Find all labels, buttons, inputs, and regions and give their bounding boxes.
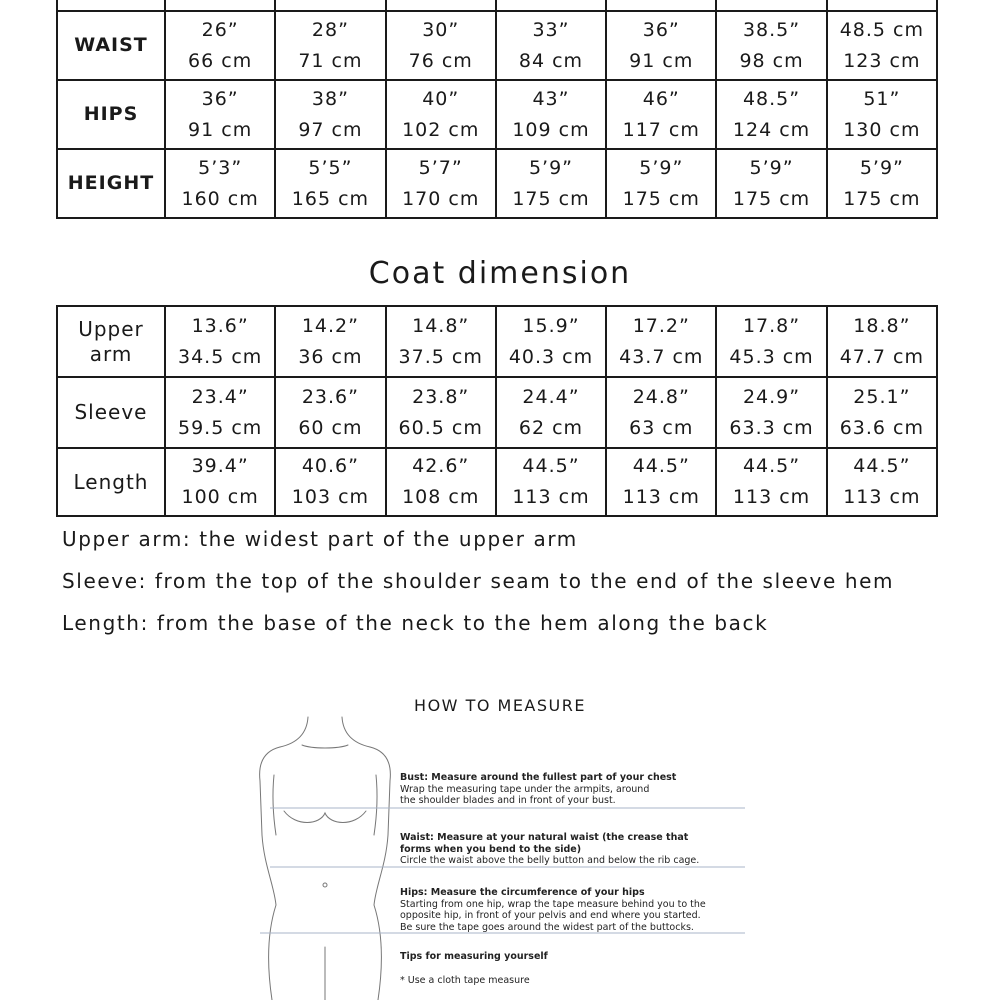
- body-outline-right: [370, 747, 390, 1000]
- inch-value: 14.8”: [412, 314, 470, 337]
- collarbone-line: [302, 745, 348, 748]
- neck-left-line: [280, 717, 308, 747]
- size-cell: [386, 80, 496, 149]
- inch-value: 24.9”: [742, 385, 801, 408]
- tips-heading: Tips for measuring yourself: [400, 951, 548, 962]
- size-cell: [827, 11, 937, 80]
- inch-value: 14.2”: [301, 314, 359, 337]
- feet-value: 5’5”: [308, 156, 353, 179]
- coat-cell: [386, 306, 496, 377]
- size-cell: [275, 80, 385, 149]
- inch-value: 28”: [311, 18, 349, 41]
- table-row-upper-arm: [57, 306, 937, 377]
- size-cell: [716, 80, 826, 149]
- coat-cell: [827, 448, 937, 516]
- inch-value: 30”: [422, 18, 460, 41]
- inch-value: 23.8”: [412, 385, 470, 408]
- inch-value: 44.5”: [522, 455, 580, 477]
- inch-value: 44.5”: [632, 455, 690, 477]
- inch-value: 44.5”: [853, 455, 911, 477]
- measurement-notes: [62, 526, 894, 652]
- feet-value: 5’9”: [639, 156, 684, 179]
- feet-value: 5’3”: [198, 156, 243, 179]
- waist-line: Circle the waist above the belly button and below the rib cage.: [400, 855, 700, 866]
- cm-value: 113 cm: [732, 486, 811, 508]
- size-cell: [165, 0, 275, 11]
- cm-value: 98 cm: [739, 49, 804, 72]
- table-row-hips: [57, 80, 937, 149]
- size-chart-table: [56, 0, 938, 219]
- hips-instructions: [400, 887, 745, 933]
- cm-value: 124 cm: [732, 118, 811, 141]
- coat-cell: [275, 306, 385, 377]
- note-upper-arm: Upper arm: the widest part of the upper arm: [62, 527, 578, 551]
- coat-dimension-heading: Coat dimension: [368, 256, 632, 291]
- cm-value: 63 cm: [629, 416, 694, 439]
- bust-curve: [284, 811, 366, 823]
- arm-inner-left: [273, 775, 276, 835]
- arm-inner-right: [374, 775, 377, 835]
- row-label-waist: WAIST: [57, 11, 165, 80]
- size-cell: [716, 11, 826, 80]
- row-label-upper-arm: Upper arm: [57, 306, 165, 377]
- feet-value: 5’9”: [749, 156, 794, 179]
- size-cell: [165, 80, 275, 149]
- waist-instructions: [400, 832, 745, 867]
- note-sleeve: Sleeve: from the top of the shoulder seam to the end of the sleeve hem: [62, 569, 895, 593]
- size-cell: [606, 0, 716, 11]
- coat-cell: [716, 448, 826, 516]
- size-cell: [827, 80, 937, 149]
- waist-heading: Waist: Measure at your natural waist (the crease that: [400, 832, 689, 843]
- size-cell: [386, 11, 496, 80]
- inch-value: 44.5”: [742, 455, 801, 477]
- inch-value: 42.6”: [412, 455, 470, 477]
- size-cell: [716, 149, 826, 218]
- row-label: [57, 0, 165, 11]
- row-label-hips: HIPS: [57, 80, 165, 149]
- coat-cell: [827, 306, 937, 377]
- cm-value: 100 cm: [181, 486, 259, 508]
- coat-cell: [496, 377, 606, 448]
- inch-value: 18.8”: [853, 314, 911, 337]
- cm-value: 43.7 cm: [619, 345, 704, 368]
- bust-instructions: [400, 772, 745, 807]
- cm-value: 37.5 cm: [398, 345, 483, 368]
- cm-value: 130 cm: [843, 118, 921, 141]
- cm-value: 36 cm: [298, 345, 363, 368]
- feet-value: 5’9”: [859, 156, 904, 179]
- row-label-height: HEIGHT: [57, 149, 165, 218]
- cm-value: 71 cm: [298, 49, 363, 72]
- cm-value: 63.3 cm: [729, 416, 814, 439]
- waist-heading: forms when you bend to the side): [400, 843, 582, 855]
- size-cell: [827, 0, 937, 11]
- cm-value: 59.5 cm: [177, 416, 263, 439]
- coat-cell: [496, 306, 606, 377]
- row-label-sleeve: Sleeve: [57, 377, 165, 448]
- cm-value: 113 cm: [843, 486, 921, 508]
- table-row-sleeve: [57, 377, 937, 448]
- inch-value: 13.6”: [191, 314, 249, 337]
- note-length: Length: from the base of the neck to the hem along the back: [62, 611, 769, 635]
- bust-heading: Bust: Measure around the fullest part of your chest: [400, 772, 677, 783]
- coat-cell: [606, 448, 716, 516]
- inch-value: 39.4”: [191, 455, 249, 477]
- cm-value: 175 cm: [843, 187, 921, 210]
- inch-value: 36”: [201, 87, 239, 110]
- cm-value: 175 cm: [732, 187, 811, 210]
- how-to-measure-heading: HOW TO MEASURE: [414, 696, 586, 715]
- cm-value: 66 cm: [188, 49, 253, 72]
- feet-value: 5’9”: [528, 156, 574, 179]
- inch-value: 51”: [863, 87, 901, 110]
- size-cell: [165, 11, 275, 80]
- inch-value: 36”: [642, 18, 680, 41]
- coat-dimension-table: [56, 305, 938, 517]
- row-label-length: Length: [57, 448, 165, 516]
- hips-line: Starting from one hip, wrap the tape measure behind you to the: [400, 898, 706, 910]
- body-outline-left: [260, 747, 280, 1000]
- feet-value: 5’7”: [418, 156, 463, 179]
- size-cell: [606, 11, 716, 80]
- size-cell: [606, 80, 716, 149]
- cm-value: 170 cm: [402, 187, 480, 210]
- inch-value: 17.2”: [632, 314, 690, 337]
- size-cell: [716, 0, 826, 11]
- coat-cell: [716, 306, 826, 377]
- cm-value: 91 cm: [629, 49, 694, 72]
- coat-cell: [827, 377, 937, 448]
- coat-cell: [606, 306, 716, 377]
- size-cell: [496, 11, 606, 80]
- table-row-length: [57, 448, 937, 516]
- inch-value: 24.4”: [522, 385, 580, 408]
- cm-value: 45.3 cm: [729, 345, 814, 368]
- coat-cell: [165, 306, 275, 377]
- size-cell: [606, 149, 716, 218]
- inch-value: 38”: [311, 87, 349, 110]
- cm-value: 34.5 cm: [177, 345, 263, 368]
- hips-line: opposite hip, in front of your pelvis and end where you started.: [400, 910, 701, 921]
- cm-value: 175 cm: [512, 187, 590, 210]
- inch-value: 23.6”: [301, 385, 359, 408]
- cm-value: 108 cm: [402, 486, 480, 508]
- size-cell: [386, 0, 496, 11]
- coat-cell: [496, 448, 606, 516]
- cm-value: 76 cm: [408, 49, 473, 72]
- cm-value: 97 cm: [298, 118, 363, 141]
- coat-cell: [386, 377, 496, 448]
- size-cell: [275, 0, 385, 11]
- inch-value: 40”: [422, 87, 460, 110]
- cm-value: 123 cm: [843, 49, 921, 72]
- inch-value: 25.1”: [853, 385, 911, 408]
- cm-value: 109 cm: [512, 118, 590, 141]
- coat-cell: [275, 448, 385, 516]
- bust-line: Wrap the measuring tape under the armpits, around: [400, 783, 650, 795]
- cm-value: 62 cm: [518, 416, 584, 439]
- coat-cell: [165, 448, 275, 516]
- inch-value: 40.6”: [301, 455, 359, 477]
- inch-value: 26”: [201, 18, 239, 41]
- inch-value: 48.5 cm: [839, 18, 924, 41]
- cm-value: 102 cm: [402, 118, 480, 141]
- coat-cell: [716, 377, 826, 448]
- cm-value: 60 cm: [298, 416, 363, 439]
- hips-heading: Hips: Measure the circumference of your hips: [400, 887, 645, 898]
- table-row: [57, 0, 937, 11]
- cm-value: 175 cm: [622, 187, 700, 210]
- coat-cell: [386, 448, 496, 516]
- table-row-waist: [57, 11, 937, 80]
- inch-value: 48.5”: [742, 87, 801, 110]
- measuring-tips: [400, 951, 745, 986]
- inch-value: 17.8”: [742, 314, 801, 337]
- bust-line: the shoulder blades and in front of your bust.: [400, 795, 616, 806]
- coat-cell: [275, 377, 385, 448]
- size-cell: [275, 149, 385, 218]
- cm-value: 113 cm: [512, 486, 590, 508]
- inch-value: 15.9”: [522, 314, 580, 337]
- navel-mark: [323, 883, 327, 887]
- cm-value: 47.7 cm: [839, 345, 924, 368]
- inch-value: 23.4”: [191, 385, 249, 408]
- cm-value: 84 cm: [518, 49, 584, 72]
- size-cell: [496, 80, 606, 149]
- size-cell: [386, 149, 496, 218]
- cm-value: 103 cm: [291, 486, 370, 508]
- inch-value: 46”: [642, 87, 680, 110]
- cm-value: 60.5 cm: [398, 416, 483, 439]
- hips-line: Be sure the tape goes around the widest part of the buttocks.: [400, 921, 694, 933]
- cm-value: 165 cm: [291, 187, 370, 210]
- size-cell: [165, 149, 275, 218]
- cm-value: 40.3 cm: [508, 345, 594, 368]
- size-cell: [496, 149, 606, 218]
- inch-value: 33”: [532, 18, 570, 41]
- cm-value: 91 cm: [188, 118, 253, 141]
- tip-item: * Use a cloth tape measure: [400, 974, 530, 986]
- inch-value: 38.5”: [742, 18, 801, 41]
- cm-value: 117 cm: [622, 118, 700, 141]
- cm-value: 63.6 cm: [839, 416, 924, 439]
- size-cell: [275, 11, 385, 80]
- cm-value: 113 cm: [622, 486, 700, 508]
- cm-value: 160 cm: [181, 187, 259, 210]
- table-row-height: [57, 149, 937, 218]
- coat-cell: [606, 377, 716, 448]
- inch-value: 43”: [532, 87, 570, 110]
- size-cell: [496, 0, 606, 11]
- neck-right-line: [342, 717, 370, 747]
- size-cell: [827, 149, 937, 218]
- coat-cell: [165, 377, 275, 448]
- inch-value: 24.8”: [632, 385, 690, 408]
